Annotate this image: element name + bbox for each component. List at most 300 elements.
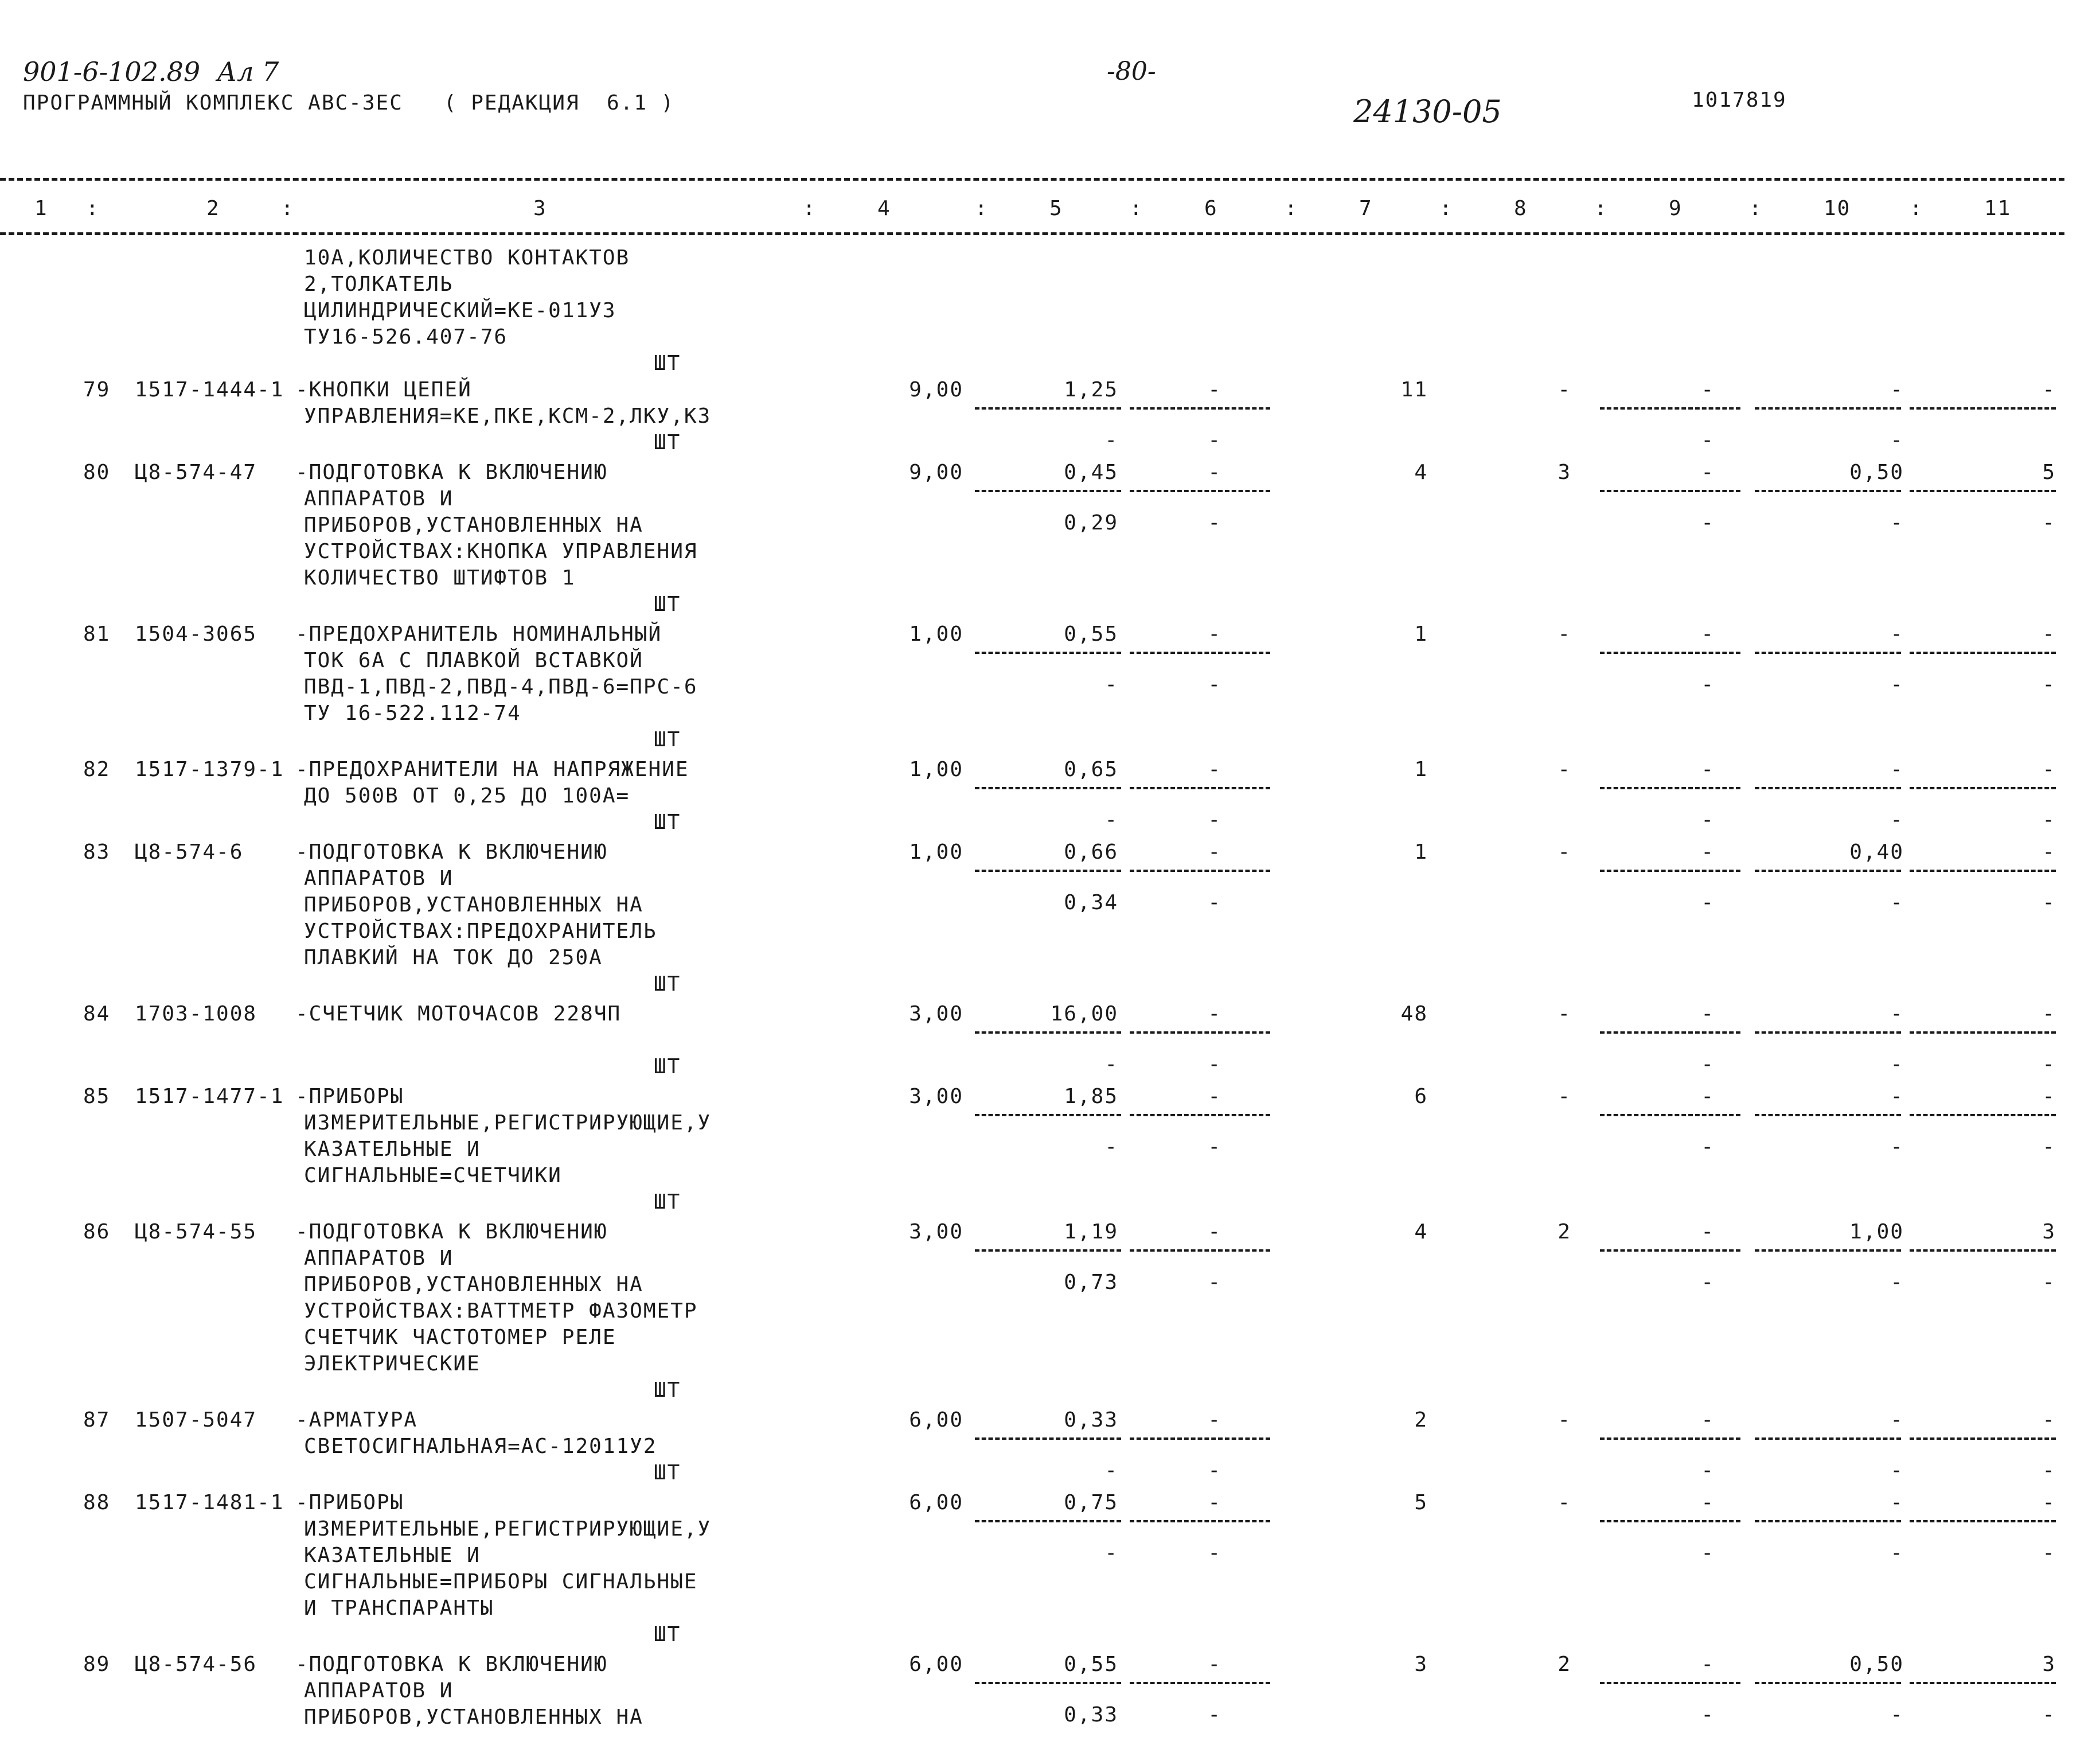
cell-divider: [1755, 1437, 1901, 1440]
cell-divider: [1910, 407, 2056, 410]
row-code: Ц8-574-56: [135, 1653, 257, 1676]
column-header-3: 3: [533, 197, 547, 220]
row-code: 1517-1481-1: [135, 1491, 284, 1514]
cell-col-5: 0,33: [1064, 1408, 1118, 1432]
cell-divider: [975, 1249, 1121, 1252]
column-header-11: 11: [1984, 197, 2012, 220]
row-number: 80: [83, 461, 111, 484]
cell-divider: [1600, 1520, 1740, 1522]
row-description: ИЗМЕРИТЕЛЬНЫЕ,РЕГИСТРИРУЮЩИЕ,У: [304, 1111, 712, 1135]
cell-divider: [1910, 1520, 2056, 1522]
cell-col-9-lower: -: [1701, 1703, 1715, 1727]
cell-divider: [1600, 490, 1740, 492]
row-code: 1517-1477-1: [135, 1085, 284, 1108]
cell-col-10-lower: -: [1890, 808, 1904, 832]
cell-col-11: -: [2042, 622, 2056, 646]
cell-col-11-lower: -: [2042, 673, 2056, 696]
cell-col-8: 2: [1558, 1220, 1571, 1244]
row-code: Ц8-574-55: [135, 1220, 257, 1244]
cell-col-11-lower: -: [2042, 1459, 2056, 1482]
cell-col-9: -: [1701, 840, 1715, 864]
cell-col-9-lower: -: [1701, 428, 1715, 452]
cell-col-4: 6,00: [909, 1653, 963, 1676]
cell-col-9-lower: -: [1701, 1271, 1715, 1294]
cell-divider: [1755, 1520, 1901, 1522]
cell-divider: [1910, 1249, 2056, 1252]
cell-col-4: 9,00: [909, 378, 963, 402]
row-description: -ПРЕДОХРАНИТЕЛЬ НОМИНАЛЬНЫЙ: [295, 622, 662, 646]
row-description: ТОК 6А С ПЛАВКОЙ ВСТАВКОЙ: [304, 649, 643, 672]
cell-divider: [1755, 652, 1901, 654]
row-description: -АРМАТУРА: [295, 1408, 418, 1432]
cell-col-10: -: [1890, 1491, 1904, 1514]
row-description: УПРАВЛЕНИЯ=КЕ,ПКЕ,КСМ-2,ЛКУ,К3: [304, 404, 712, 428]
program-title: ПРОГРАММНЫЙ КОМПЛЕКС АВС-3ЕС ( РЕДАКЦИЯ 6.1 ): [23, 91, 675, 115]
cell-divider: [975, 652, 1121, 654]
cell-col-11: -: [2042, 758, 2056, 781]
cell-col-8: -: [1558, 1491, 1571, 1514]
cell-col-10: -: [1890, 1002, 1904, 1026]
unit-label: ШТ: [654, 1461, 681, 1485]
cell-divider: [975, 787, 1121, 789]
row-description: СИГНАЛЬНЫЕ=ПРИБОРЫ СИГНАЛЬНЫЕ: [304, 1570, 698, 1594]
cell-divider: [1600, 1437, 1740, 1440]
cell-divider: [975, 407, 1121, 410]
cell-divider: [1130, 652, 1270, 654]
cell-col-4: 1,00: [909, 622, 963, 646]
row-description: СЧЕТЧИК ЧАСТОТОМЕР РЕЛЕ: [304, 1326, 616, 1349]
unit-label: ШТ: [654, 972, 681, 996]
cell-col-7: 5: [1414, 1491, 1428, 1514]
cell-col-6-lower: -: [1208, 1135, 1221, 1159]
row-description: ПРИБОРОВ,УСТАНОВЛЕННЫХ НА: [304, 1273, 643, 1296]
cell-col-11: -: [2042, 1002, 2056, 1026]
cell-divider: [1130, 1682, 1270, 1684]
row-description: КАЗАТЕЛЬНЫЕ И: [304, 1137, 481, 1161]
cell-col-9: -: [1701, 1491, 1715, 1514]
cell-divider: [1130, 407, 1270, 410]
row-number: 82: [83, 758, 111, 781]
unit-label: ШТ: [654, 593, 681, 616]
cell-divider: [1130, 1520, 1270, 1522]
row-number: 84: [83, 1002, 111, 1026]
cell-col-10-lower: -: [1890, 1053, 1904, 1076]
row-description: И ТРАНСПАРАНТЫ: [304, 1596, 494, 1620]
cell-col-5-lower: -: [1104, 1541, 1118, 1565]
cell-col-6: -: [1208, 1408, 1221, 1432]
column-separator: :: [1594, 197, 1608, 220]
cell-divider: [1755, 787, 1901, 789]
cell-col-4: 6,00: [909, 1491, 963, 1514]
cell-col-8: -: [1558, 378, 1571, 402]
cell-divider: [975, 490, 1121, 492]
cell-col-6-lower: -: [1208, 673, 1221, 696]
cell-divider: [975, 870, 1121, 872]
cell-divider: [975, 1520, 1121, 1522]
row-code: 1517-1444-1: [135, 378, 284, 402]
cell-divider: [1910, 1114, 2056, 1116]
cell-col-9-lower: -: [1701, 1541, 1715, 1565]
cell-divider: [1910, 787, 2056, 789]
cell-col-9-lower: -: [1701, 891, 1715, 914]
unit-label: ШТ: [654, 352, 681, 375]
cell-col-6: -: [1208, 1085, 1221, 1108]
row-code: Ц8-574-47: [135, 461, 257, 484]
cell-col-11-lower: -: [2042, 1053, 2056, 1076]
column-separator: :: [975, 197, 989, 220]
cell-col-5: 1,25: [1064, 378, 1118, 402]
cell-col-5-lower: -: [1104, 1053, 1118, 1076]
column-header-6: 6: [1204, 197, 1218, 220]
cell-col-5: 0,66: [1064, 840, 1118, 864]
cell-col-10: -: [1890, 622, 1904, 646]
cell-col-11-lower: -: [2042, 511, 2056, 535]
column-separator: :: [86, 197, 100, 220]
row-description: -КНОПКИ ЦЕПЕЙ: [295, 378, 472, 402]
row-code: 1507-5047: [135, 1408, 257, 1432]
row-description: ТУ 16-522.112-74: [304, 702, 521, 725]
column-separator: :: [1439, 197, 1453, 220]
cell-divider: [1600, 1031, 1740, 1034]
cell-col-11-lower: -: [2042, 1271, 2056, 1294]
row-description: -ПОДГОТОВКА К ВКЛЮЧЕНИЮ: [295, 1653, 608, 1676]
cell-col-4: 6,00: [909, 1408, 963, 1432]
cell-col-5: 16,00: [1050, 1002, 1118, 1026]
cell-col-8: 2: [1558, 1653, 1571, 1676]
row-number: 79: [83, 378, 111, 402]
description-continuation: ТУ16-526.407-76: [304, 325, 508, 349]
unit-label: ШТ: [654, 1378, 681, 1402]
cell-col-10-lower: -: [1890, 891, 1904, 914]
document-number: 24130-05: [1353, 93, 1502, 130]
cell-col-7: 3: [1414, 1653, 1428, 1676]
row-description: -ПОДГОТОВКА К ВКЛЮЧЕНИЮ: [295, 840, 608, 864]
row-description: -ПОДГОТОВКА К ВКЛЮЧЕНИЮ: [295, 1220, 608, 1244]
row-description: КАЗАТЕЛЬНЫЕ И: [304, 1544, 481, 1567]
row-description: -ПРИБОРЫ: [295, 1085, 404, 1108]
cell-col-6: -: [1208, 622, 1221, 646]
cell-col-11-lower: -: [2042, 1135, 2056, 1159]
cell-col-6: -: [1208, 461, 1221, 484]
row-description: ПРИБОРОВ,УСТАНОВЛЕННЫХ НА: [304, 513, 643, 537]
cell-col-11-lower: -: [2042, 891, 2056, 914]
row-description: -ПРЕДОХРАНИТЕЛИ НА НАПРЯЖЕНИЕ: [295, 758, 689, 781]
column-header-10: 10: [1824, 197, 1851, 220]
cell-col-9: -: [1701, 1408, 1715, 1432]
column-separator: :: [1130, 197, 1143, 220]
cell-col-6-lower: -: [1208, 1459, 1221, 1482]
cell-divider: [1910, 1682, 2056, 1684]
row-description: ИЗМЕРИТЕЛЬНЫЕ,РЕГИСТРИРУЮЩИЕ,У: [304, 1517, 712, 1541]
cell-col-6-lower: -: [1208, 428, 1221, 452]
row-description: УСТРОЙСТВАХ:КНОПКА УПРАВЛЕНИЯ: [304, 540, 698, 563]
description-continuation: 10А,КОЛИЧЕСТВО КОНТАКТОВ: [304, 246, 630, 270]
cell-col-10: 0,40: [1849, 840, 1904, 864]
cell-col-8: -: [1558, 1085, 1571, 1108]
cell-col-10-lower: -: [1890, 673, 1904, 696]
cell-col-11: -: [2042, 378, 2056, 402]
cell-divider: [1910, 1031, 2056, 1034]
cell-col-5-lower: -: [1104, 673, 1118, 696]
cell-col-9: -: [1701, 1002, 1715, 1026]
cell-col-9: -: [1701, 1085, 1715, 1108]
handwritten-doc-code: 901-6-102.89 Ал 7: [23, 56, 279, 87]
cell-col-9: -: [1701, 622, 1715, 646]
cell-col-7: 1: [1414, 758, 1428, 781]
row-number: 86: [83, 1220, 111, 1244]
cell-col-6-lower: -: [1208, 891, 1221, 914]
row-description: -ПОДГОТОВКА К ВКЛЮЧЕНИЮ: [295, 461, 608, 484]
cell-col-8: -: [1558, 622, 1571, 646]
column-header-1: 1: [34, 197, 48, 220]
cell-divider: [1755, 870, 1901, 872]
cell-col-6-lower: -: [1208, 1703, 1221, 1727]
cell-col-4: 3,00: [909, 1220, 963, 1244]
row-description: ПЛАВКИЙ НА ТОК ДО 250А: [304, 946, 603, 969]
cell-col-10: 0,50: [1849, 1653, 1904, 1676]
row-description: ПРИБОРОВ,УСТАНОВЛЕННЫХ НА: [304, 893, 643, 917]
cell-col-6-lower: -: [1208, 1271, 1221, 1294]
row-description: СИГНАЛЬНЫЕ=СЧЕТЧИКИ: [304, 1164, 562, 1187]
description-continuation: ЦИЛИНДРИЧЕСКИЙ=КЕ-011У3: [304, 299, 616, 322]
cell-divider: [1755, 407, 1901, 410]
unit-label: ШТ: [654, 431, 681, 454]
cell-col-11: -: [2042, 1491, 2056, 1514]
cell-col-4: 1,00: [909, 758, 963, 781]
cell-col-10: -: [1890, 1085, 1904, 1108]
cell-divider: [1910, 652, 2056, 654]
cell-col-5-lower: 0,34: [1064, 891, 1118, 914]
cell-col-9: -: [1701, 1220, 1715, 1244]
cell-divider: [1130, 787, 1270, 789]
cell-col-6: -: [1208, 1653, 1221, 1676]
cell-divider: [1600, 407, 1740, 410]
header-bottom-rule: [0, 232, 2064, 235]
cell-divider: [1130, 870, 1270, 872]
cell-col-10: -: [1890, 758, 1904, 781]
row-description: ЭЛЕКТРИЧЕСКИЕ: [304, 1352, 481, 1376]
cell-col-8: -: [1558, 758, 1571, 781]
column-header-9: 9: [1669, 197, 1683, 220]
cell-col-10-lower: -: [1890, 1541, 1904, 1565]
cell-col-6: -: [1208, 758, 1221, 781]
cell-col-4: 3,00: [909, 1002, 963, 1026]
unit-label: ШТ: [654, 1055, 681, 1078]
unit-label: ШТ: [654, 1623, 681, 1646]
cell-divider: [1600, 1682, 1740, 1684]
row-code: 1517-1379-1: [135, 758, 284, 781]
row-description: ПРИБОРОВ,УСТАНОВЛЕННЫХ НА: [304, 1705, 643, 1729]
cell-divider: [1755, 490, 1901, 492]
column-header-7: 7: [1359, 197, 1373, 220]
cell-divider: [1910, 1437, 2056, 1440]
unit-label: ШТ: [654, 811, 681, 834]
cell-col-7: 1: [1414, 840, 1428, 864]
cell-col-6: -: [1208, 1220, 1221, 1244]
cell-col-10-lower: -: [1890, 1271, 1904, 1294]
cell-col-9-lower: -: [1701, 1053, 1715, 1076]
cell-col-4: 1,00: [909, 840, 963, 864]
cell-divider: [975, 1114, 1121, 1116]
cell-divider: [1130, 1437, 1270, 1440]
cell-col-11: -: [2042, 840, 2056, 864]
cell-col-5: 0,65: [1064, 758, 1118, 781]
cell-col-7: 4: [1414, 461, 1428, 484]
column-header-4: 4: [877, 197, 891, 220]
cell-col-9-lower: -: [1701, 511, 1715, 535]
cell-divider: [1910, 870, 2056, 872]
cell-col-5-lower: 0,33: [1064, 1703, 1118, 1727]
cell-col-10: -: [1890, 1408, 1904, 1432]
cell-col-9: -: [1701, 758, 1715, 781]
row-number: 81: [83, 622, 111, 646]
row-number: 83: [83, 840, 111, 864]
cell-divider: [1130, 1249, 1270, 1252]
cell-divider: [1130, 1114, 1270, 1116]
cell-col-10-lower: -: [1890, 428, 1904, 452]
cell-col-5: 0,55: [1064, 1653, 1118, 1676]
cell-col-6: -: [1208, 840, 1221, 864]
cell-col-11: -: [2042, 1408, 2056, 1432]
column-header-5: 5: [1049, 197, 1063, 220]
cell-col-8: 3: [1558, 461, 1571, 484]
cell-col-9: -: [1701, 461, 1715, 484]
cell-divider: [1600, 1114, 1740, 1116]
cell-col-7: 6: [1414, 1085, 1428, 1108]
cell-col-8: -: [1558, 840, 1571, 864]
description-continuation: 2,ТОЛКАТЕЛЬ: [304, 272, 454, 296]
cell-col-5-lower: 0,73: [1064, 1271, 1118, 1294]
cell-col-7: 48: [1400, 1002, 1428, 1026]
cell-divider: [975, 1031, 1121, 1034]
cell-col-5-lower: -: [1104, 428, 1118, 452]
cell-divider: [1600, 787, 1740, 789]
cell-col-4: 3,00: [909, 1085, 963, 1108]
page-number: -80-: [1107, 57, 1156, 86]
cell-col-6: -: [1208, 1002, 1221, 1026]
cell-col-6-lower: -: [1208, 1541, 1221, 1565]
row-code: Ц8-574-6: [135, 840, 244, 864]
row-number: 87: [83, 1408, 111, 1432]
cell-col-11: 5: [2042, 461, 2056, 484]
row-description: УСТРОЙСТВАХ:ПРЕДОХРАНИТЕЛЬ: [304, 920, 657, 943]
cell-col-11: 3: [2042, 1220, 2056, 1244]
cell-col-8: -: [1558, 1408, 1571, 1432]
row-description: УСТРОЙСТВАХ:ВАТТМЕТР ФАЗОМЕТР: [304, 1299, 698, 1323]
cell-col-8: -: [1558, 1002, 1571, 1026]
cell-col-7: 1: [1414, 622, 1428, 646]
cell-col-10: -: [1890, 378, 1904, 402]
cell-col-11-lower: -: [2042, 1703, 2056, 1727]
cell-divider: [1755, 1114, 1901, 1116]
row-number: 85: [83, 1085, 111, 1108]
cell-col-7: 2: [1414, 1408, 1428, 1432]
cell-col-7: 4: [1414, 1220, 1428, 1244]
cell-col-4: 9,00: [909, 461, 963, 484]
cell-col-5: 1,85: [1064, 1085, 1118, 1108]
cell-col-5-lower: -: [1104, 808, 1118, 832]
cell-col-9-lower: -: [1701, 1459, 1715, 1482]
cell-divider: [1600, 652, 1740, 654]
cell-col-10-lower: -: [1890, 1703, 1904, 1727]
cell-col-10-lower: -: [1890, 1459, 1904, 1482]
column-separator: :: [281, 197, 295, 220]
cell-col-5-lower: -: [1104, 1459, 1118, 1482]
unit-label: ШТ: [654, 728, 681, 751]
column-separator: :: [803, 197, 817, 220]
cell-col-5: 1,19: [1064, 1220, 1118, 1244]
cell-col-10: 1,00: [1849, 1220, 1904, 1244]
row-description: КОЛИЧЕСТВО ШТИФТОВ 1: [304, 566, 576, 590]
cell-col-10-lower: -: [1890, 1135, 1904, 1159]
row-description: ДО 500В ОТ 0,25 ДО 100А=: [304, 784, 630, 808]
cell-col-5: 0,45: [1064, 461, 1118, 484]
cell-divider: [1600, 870, 1740, 872]
row-description: АППАРАТОВ И: [304, 1246, 454, 1270]
cell-divider: [1755, 1682, 1901, 1684]
cell-divider: [1600, 1249, 1740, 1252]
cell-col-9: -: [1701, 1653, 1715, 1676]
row-description: ПВД-1,ПВД-2,ПВД-4,ПВД-6=ПРС-6: [304, 675, 698, 699]
cell-col-6: -: [1208, 378, 1221, 402]
cell-col-6-lower: -: [1208, 1053, 1221, 1076]
row-description: -ПРИБОРЫ: [295, 1491, 404, 1514]
row-number: 89: [83, 1653, 111, 1676]
cell-col-10: 0,50: [1849, 461, 1904, 484]
cell-col-9-lower: -: [1701, 1135, 1715, 1159]
cell-col-11: -: [2042, 1085, 2056, 1108]
document-code: 1017819: [1692, 88, 1787, 112]
column-separator: :: [1910, 197, 1923, 220]
cell-col-6: -: [1208, 1491, 1221, 1514]
cell-col-5: 0,55: [1064, 622, 1118, 646]
row-description: АППАРАТОВ И: [304, 487, 454, 511]
row-code: 1703-1008: [135, 1002, 257, 1026]
cell-col-9: -: [1701, 378, 1715, 402]
cell-divider: [1130, 490, 1270, 492]
cell-divider: [1130, 1031, 1270, 1034]
cell-divider: [1755, 1249, 1901, 1252]
column-separator: :: [1749, 197, 1763, 220]
cell-col-5-lower: 0,29: [1064, 511, 1118, 535]
cell-col-5: 0,75: [1064, 1491, 1118, 1514]
cell-col-10-lower: -: [1890, 511, 1904, 535]
row-description: АППАРАТОВ И: [304, 867, 454, 890]
cell-col-7: 11: [1400, 378, 1428, 402]
unit-label: ШТ: [654, 1190, 681, 1214]
cell-col-9-lower: -: [1701, 673, 1715, 696]
cell-divider: [975, 1437, 1121, 1440]
cell-divider: [975, 1682, 1121, 1684]
header-top-rule: [0, 178, 2064, 181]
column-header-2: 2: [206, 197, 220, 220]
column-header-8: 8: [1514, 197, 1528, 220]
cell-col-11: 3: [2042, 1653, 2056, 1676]
cell-col-6-lower: -: [1208, 808, 1221, 832]
column-separator: :: [1285, 197, 1298, 220]
row-number: 88: [83, 1491, 111, 1514]
cell-col-11-lower: -: [2042, 808, 2056, 832]
row-code: 1504-3065: [135, 622, 257, 646]
row-description: -СЧЕТЧИК МОТОЧАСОВ 228ЧП: [295, 1002, 622, 1026]
row-description: СВЕТОСИГНАЛЬНАЯ=АС-12011У2: [304, 1435, 657, 1458]
cell-col-9-lower: -: [1701, 808, 1715, 832]
cell-divider: [1910, 490, 2056, 492]
cell-col-6-lower: -: [1208, 511, 1221, 535]
row-description: АППАРАТОВ И: [304, 1679, 454, 1702]
cell-divider: [1755, 1031, 1901, 1034]
cell-col-5-lower: -: [1104, 1135, 1118, 1159]
